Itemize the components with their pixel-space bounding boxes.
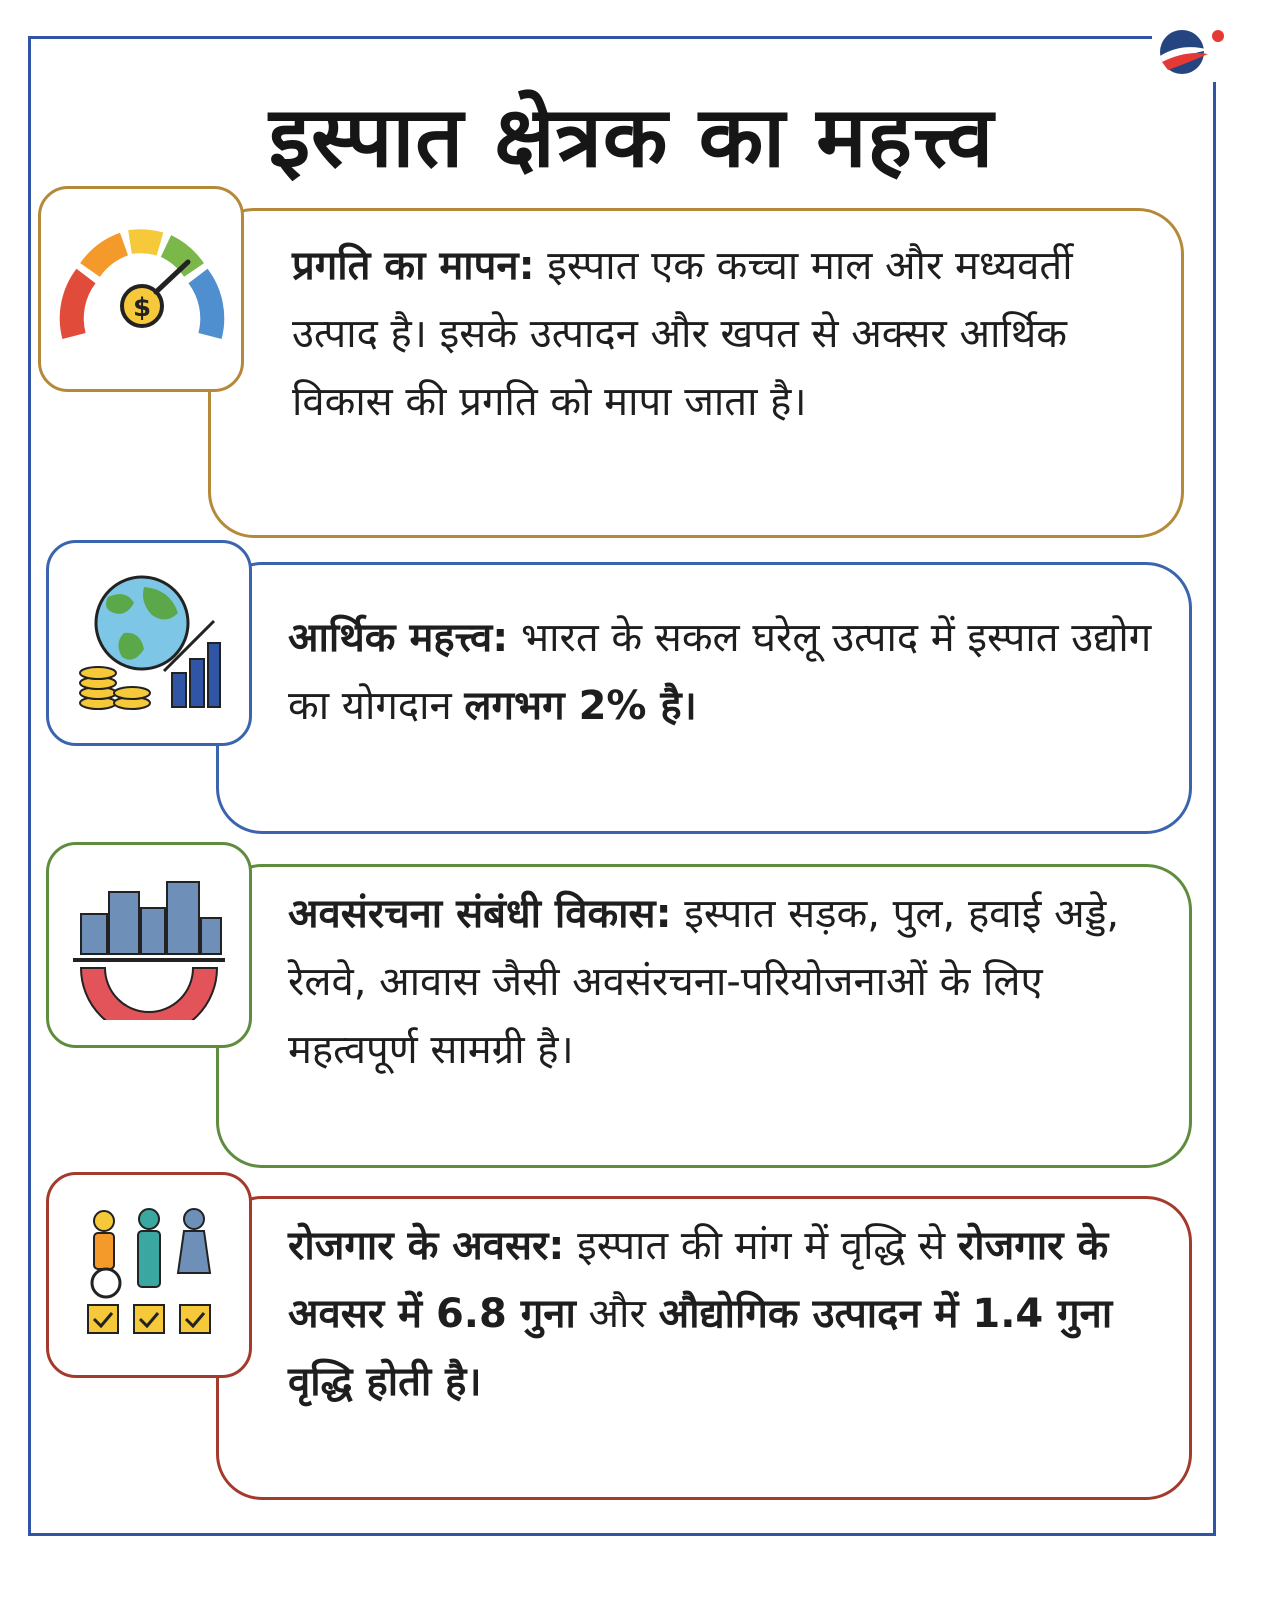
card-2-highlight: लगभग 2% है। — [464, 683, 697, 729]
card-3-heading: अवसंरचना संबंधी विकास: — [288, 891, 672, 937]
card-2-body: भारत के सकल घरेलू उत्पाद में इस्पात उद्योग का योगदान — [288, 615, 1152, 729]
card-4-mid: और — [575, 1291, 659, 1337]
card-1-text — [292, 232, 1152, 436]
page-title: इस्पात क्षेत्रक का महत्त्व — [268, 88, 995, 186]
brand-logo — [1152, 22, 1232, 82]
icon-box-1 — [38, 186, 244, 392]
card-4-highlight-2: औद्योगिक उत्पादन में 1.4 गुना वृद्धि होती है। — [288, 1291, 1113, 1405]
card-4-text — [288, 1212, 1168, 1416]
card-1-heading: प्रगति का मापन: — [292, 243, 535, 289]
card-2-text — [288, 604, 1178, 740]
card-3-text — [288, 880, 1158, 1084]
svg-text:$: $ — [132, 293, 152, 323]
card-4-body: इस्पात की मांग में वृद्धि से — [564, 1223, 958, 1269]
card-2-heading: आर्थिक महत्त्व: — [288, 615, 509, 661]
card-4-heading: रोजगार के अवसर: — [288, 1223, 565, 1269]
icon-box-3 — [46, 842, 252, 1048]
city-gear-icon — [69, 870, 229, 1020]
speedometer-icon — [56, 224, 226, 354]
workers-icon — [74, 1205, 224, 1345]
icon-box-2 — [46, 540, 252, 746]
globe-growth-icon — [74, 573, 224, 713]
card-4-highlight-1: रोजगार के अवसर में 6.8 गुना — [288, 1223, 1109, 1337]
card-3-body: इस्पात सड़क, पुल, हवाई अड्डे, रेलवे, आवास जैसी अवसंरचना-परियोजनाओं के लिए महत्वपूर्ण सामग्री है। — [288, 891, 1120, 1073]
card-1-body: इस्पात एक कच्चा माल और मध्यवर्ती उत्पाद है। इसके उत्पादन और खपत से अक्सर आर्थिक विकास की प्रगति को मापा जाता है। — [292, 243, 1073, 425]
icon-box-4 — [46, 1172, 252, 1378]
